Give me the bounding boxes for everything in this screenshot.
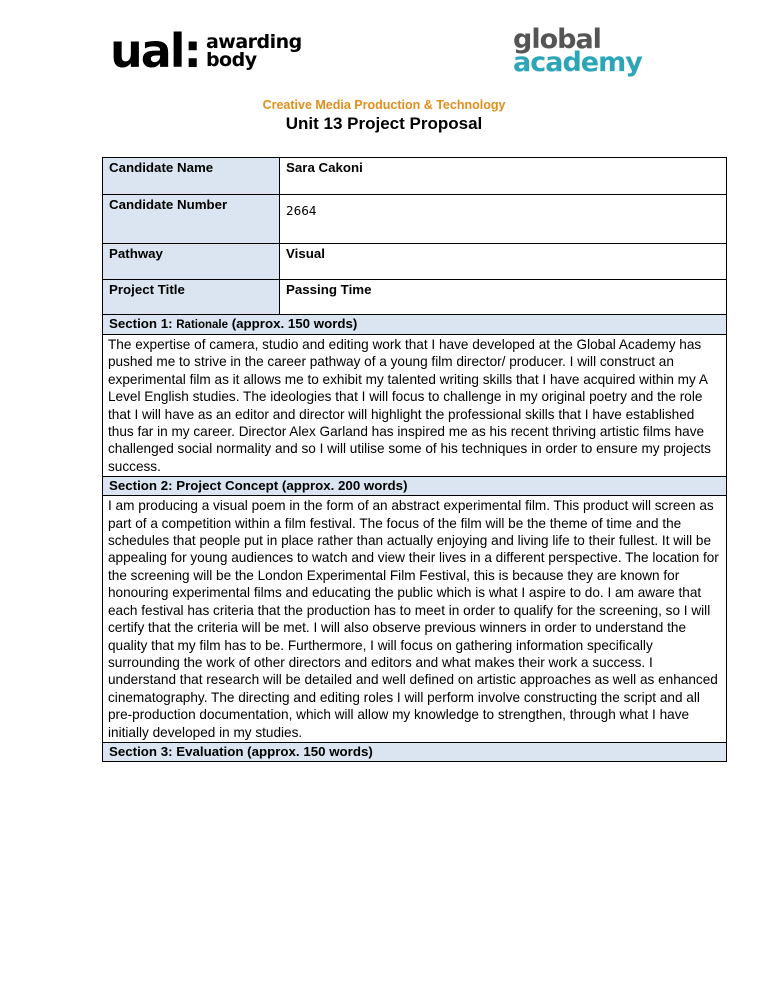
table-row: [103, 335, 727, 477]
project-title-value: Passing Time: [280, 280, 727, 315]
candidate-number-label: Candidate Number: [103, 195, 280, 244]
table-row: [103, 742, 727, 761]
ual-logo-subtitle: awarding body: [205, 31, 302, 71]
ual-awarding-body-logo: [110, 24, 302, 78]
table-row: [103, 244, 727, 280]
table-row: [103, 315, 727, 335]
pathway-label: Pathway: [103, 244, 280, 280]
section-2-heading: Section 2: Project Concept (approx. 200 words): [103, 477, 727, 496]
section-1-text: The expertise of camera, studio and editing work that I have developed at the Global Academy has pushed me to strive in the career pathway of a young film director/ producer. I will construct an experimental film as it allows me to exhibit my talented writing skills that I have acquired within my A Level English studies. The ideologies that I will focus to challenge in my original poetry and the role that I will have as an editor and director will highlight the professional skills that I have established thus far in my career. Director Alex Garland has inspired me as his recent thriving artistic films have challenged social normality and so I will utilise some of his techniques in order to ensure my projects success.: [103, 335, 727, 477]
section-2-text: I am producing a visual poem in the form of an abstract experimental film. This product will screen as part of a competition within a film festival. The focus of the film will be the theme of time and the schedules that people put in place rather than actually enjoying and living life to their fullest. It will be appealing for young audiences to watch and view their lives in a different perspective. The location for the screening will be the London Experimental Film Festival, this is because they are known for honouring experimental films and educating the public which is what I aspire to do. I am aware that each festival has criteria that the production has to meet in order to qualify for the screening, so I will certify that the criteria will be met. I will also observe previous winners in order to understand the quality that my film has to be. Furthermore, I will focus on gathering information specifically surrounding the work of other directors and editors and what makes their work a success. I understand that research will be detailed and well defined on artistic approaches as well as enhanced cinematography. The directing and editing roles I will perform involve constructing the script and all pre-production documentation, which will allow my knowledge to strengthen, through what I have initially developed in my studies.: [103, 496, 727, 743]
section-1-heading: Section 1: Rationale (approx. 150 words): [103, 315, 727, 335]
pathway-value: Visual: [280, 244, 727, 280]
candidate-name-label: Candidate Name: [103, 158, 280, 195]
candidate-name-value: Sara Cakoni: [280, 158, 727, 195]
candidate-number-value: 2664: [280, 195, 727, 244]
project-title-label: Project Title: [103, 280, 280, 315]
global-logo-line2: academy: [513, 47, 642, 78]
global-academy-logo: [513, 26, 642, 76]
page-title: Unit 13 Project Proposal: [285, 114, 483, 133]
table-row: [103, 496, 727, 743]
table-row: [103, 158, 727, 195]
course-subtitle: Creative Media Production & Technology: [262, 98, 506, 112]
global-logo-line1: global: [513, 24, 601, 55]
proposal-table: [102, 157, 727, 762]
table-row: [103, 280, 727, 315]
table-row: [103, 477, 727, 496]
section-3-heading: Section 3: Evaluation (approx. 150 words): [103, 742, 727, 761]
table-row: [103, 195, 727, 244]
ual-logo-word: ual:: [110, 24, 200, 78]
